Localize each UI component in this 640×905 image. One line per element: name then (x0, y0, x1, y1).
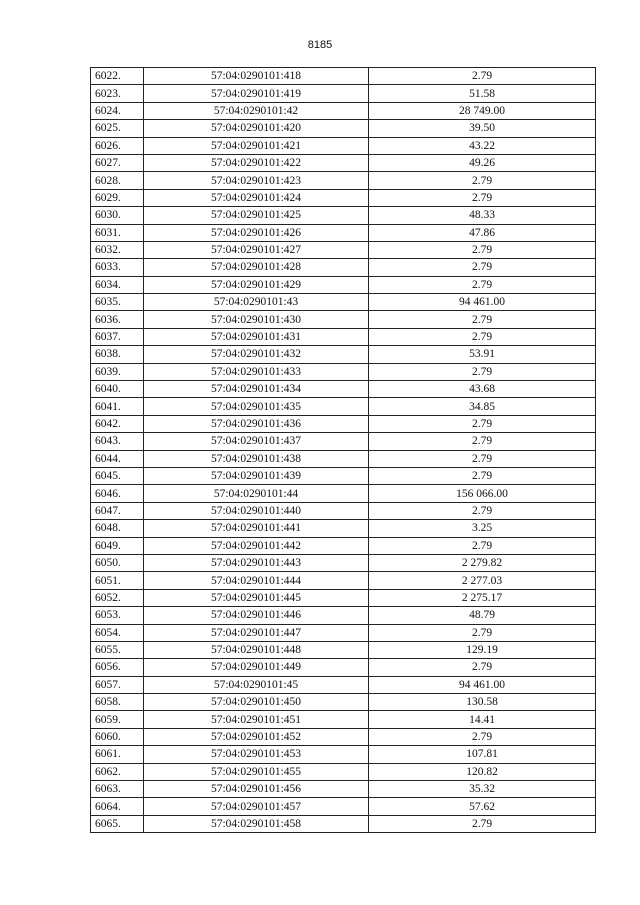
cadastral-number-cell: 57:04:0290101:440 (144, 502, 369, 519)
row-number-cell: 6023. (91, 85, 144, 102)
area-value-cell: 2.79 (369, 624, 596, 641)
area-value-cell: 2 277.03 (369, 572, 596, 589)
row-number-cell: 6050. (91, 554, 144, 571)
area-value-cell: 107.81 (369, 746, 596, 763)
table-row (91, 189, 596, 206)
table-row (91, 624, 596, 641)
row-number-cell: 6047. (91, 502, 144, 519)
table-row (91, 520, 596, 537)
row-number-cell: 6063. (91, 781, 144, 798)
cadastral-number-cell: 57:04:0290101:436 (144, 415, 369, 432)
parcel-table-container (90, 67, 595, 833)
row-number-cell: 6046. (91, 485, 144, 502)
cadastral-number-cell: 57:04:0290101:448 (144, 641, 369, 658)
row-number-cell: 6041. (91, 398, 144, 415)
table-row (91, 659, 596, 676)
row-number-cell: 6060. (91, 728, 144, 745)
cadastral-number-cell: 57:04:0290101:418 (144, 68, 369, 85)
cadastral-number-cell: 57:04:0290101:442 (144, 537, 369, 554)
row-number-cell: 6035. (91, 294, 144, 311)
cadastral-number-cell: 57:04:0290101:437 (144, 433, 369, 450)
area-value-cell: 2.79 (369, 433, 596, 450)
cadastral-number-cell: 57:04:0290101:422 (144, 154, 369, 171)
cadastral-number-cell: 57:04:0290101:420 (144, 120, 369, 137)
table-row (91, 815, 596, 832)
area-value-cell: 3.25 (369, 520, 596, 537)
cadastral-number-cell: 57:04:0290101:419 (144, 85, 369, 102)
area-value-cell: 120.82 (369, 763, 596, 780)
row-number-cell: 6022. (91, 68, 144, 85)
area-value-cell: 47.86 (369, 224, 596, 241)
table-row (91, 763, 596, 780)
cadastral-number-cell: 57:04:0290101:458 (144, 815, 369, 832)
cadastral-number-cell: 57:04:0290101:424 (144, 189, 369, 206)
area-value-cell: 156 066.00 (369, 485, 596, 502)
cadastral-number-cell: 57:04:0290101:453 (144, 746, 369, 763)
area-value-cell: 94 461.00 (369, 294, 596, 311)
cadastral-number-cell: 57:04:0290101:429 (144, 276, 369, 293)
table-row (91, 589, 596, 606)
cadastral-number-cell: 57:04:0290101:452 (144, 728, 369, 745)
cadastral-number-cell: 57:04:0290101:439 (144, 467, 369, 484)
table-row (91, 433, 596, 450)
area-value-cell: 2.79 (369, 815, 596, 832)
row-number-cell: 6034. (91, 276, 144, 293)
table-row (91, 798, 596, 815)
cadastral-number-cell: 57:04:0290101:433 (144, 363, 369, 380)
row-number-cell: 6033. (91, 259, 144, 276)
row-number-cell: 6056. (91, 659, 144, 676)
cadastral-number-cell: 57:04:0290101:451 (144, 711, 369, 728)
area-value-cell: 2.79 (369, 189, 596, 206)
area-value-cell: 130.58 (369, 694, 596, 711)
table-row (91, 537, 596, 554)
cadastral-number-cell: 57:04:0290101:421 (144, 137, 369, 154)
row-number-cell: 6037. (91, 328, 144, 345)
cadastral-number-cell: 57:04:0290101:447 (144, 624, 369, 641)
area-value-cell: 35.32 (369, 781, 596, 798)
row-number-cell: 6029. (91, 189, 144, 206)
row-number-cell: 6039. (91, 363, 144, 380)
row-number-cell: 6058. (91, 694, 144, 711)
table-row (91, 85, 596, 102)
area-value-cell: 2.79 (369, 68, 596, 85)
area-value-cell: 53.91 (369, 346, 596, 363)
table-row (91, 68, 596, 85)
table-row (91, 259, 596, 276)
table-row (91, 572, 596, 589)
cadastral-number-cell: 57:04:0290101:45 (144, 676, 369, 693)
cadastral-number-cell: 57:04:0290101:427 (144, 241, 369, 258)
row-number-cell: 6049. (91, 537, 144, 554)
table-row (91, 276, 596, 293)
cadastral-number-cell: 57:04:0290101:426 (144, 224, 369, 241)
table-row (91, 224, 596, 241)
table-row (91, 346, 596, 363)
table-row (91, 676, 596, 693)
cadastral-number-cell: 57:04:0290101:425 (144, 207, 369, 224)
row-number-cell: 6045. (91, 467, 144, 484)
cadastral-number-cell: 57:04:0290101:432 (144, 346, 369, 363)
table-row (91, 502, 596, 519)
row-number-cell: 6065. (91, 815, 144, 832)
table-row (91, 154, 596, 171)
area-value-cell: 48.33 (369, 207, 596, 224)
area-value-cell: 2.79 (369, 328, 596, 345)
page-number: 8185 (307, 39, 333, 51)
area-value-cell: 43.68 (369, 381, 596, 398)
table-row (91, 398, 596, 415)
row-number-cell: 6026. (91, 137, 144, 154)
row-number-cell: 6044. (91, 450, 144, 467)
table-row (91, 137, 596, 154)
row-number-cell: 6055. (91, 641, 144, 658)
table-row (91, 241, 596, 258)
table-row (91, 363, 596, 380)
table-row (91, 485, 596, 502)
area-value-cell: 2.79 (369, 415, 596, 432)
table-row (91, 728, 596, 745)
table-row (91, 781, 596, 798)
area-value-cell: 2.79 (369, 537, 596, 554)
cadastral-number-cell: 57:04:0290101:446 (144, 607, 369, 624)
cadastral-number-cell: 57:04:0290101:449 (144, 659, 369, 676)
area-value-cell: 2.79 (369, 728, 596, 745)
cadastral-number-cell: 57:04:0290101:441 (144, 520, 369, 537)
area-value-cell: 49.26 (369, 154, 596, 171)
row-number-cell: 6027. (91, 154, 144, 171)
table-row (91, 102, 596, 119)
row-number-cell: 6040. (91, 381, 144, 398)
row-number-cell: 6052. (91, 589, 144, 606)
table-row (91, 694, 596, 711)
area-value-cell: 129.19 (369, 641, 596, 658)
row-number-cell: 6032. (91, 241, 144, 258)
cadastral-number-cell: 57:04:0290101:450 (144, 694, 369, 711)
row-number-cell: 6024. (91, 102, 144, 119)
cadastral-number-cell: 57:04:0290101:457 (144, 798, 369, 815)
cadastral-number-cell: 57:04:0290101:44 (144, 485, 369, 502)
cadastral-number-cell: 57:04:0290101:455 (144, 763, 369, 780)
cadastral-number-cell: 57:04:0290101:443 (144, 554, 369, 571)
area-value-cell: 2.79 (369, 363, 596, 380)
row-number-cell: 6051. (91, 572, 144, 589)
table-row (91, 641, 596, 658)
area-value-cell: 51.58 (369, 85, 596, 102)
cadastral-number-cell: 57:04:0290101:438 (144, 450, 369, 467)
row-number-cell: 6054. (91, 624, 144, 641)
row-number-cell: 6025. (91, 120, 144, 137)
table-row (91, 711, 596, 728)
area-value-cell: 2.79 (369, 172, 596, 189)
area-value-cell: 14.41 (369, 711, 596, 728)
row-number-cell: 6038. (91, 346, 144, 363)
table-row (91, 207, 596, 224)
area-value-cell: 28 749.00 (369, 102, 596, 119)
area-value-cell: 2.79 (369, 659, 596, 676)
area-value-cell: 2.79 (369, 502, 596, 519)
table-row (91, 120, 596, 137)
table-row (91, 467, 596, 484)
cadastral-number-cell: 57:04:0290101:456 (144, 781, 369, 798)
table-row (91, 328, 596, 345)
area-value-cell: 2.79 (369, 276, 596, 293)
cadastral-number-cell: 57:04:0290101:42 (144, 102, 369, 119)
area-value-cell: 2.79 (369, 311, 596, 328)
cadastral-number-cell: 57:04:0290101:434 (144, 381, 369, 398)
area-value-cell: 2 279.82 (369, 554, 596, 571)
area-value-cell: 2.79 (369, 467, 596, 484)
cadastral-number-cell: 57:04:0290101:430 (144, 311, 369, 328)
cadastral-number-cell: 57:04:0290101:431 (144, 328, 369, 345)
table-row (91, 450, 596, 467)
table-row (91, 311, 596, 328)
cadastral-number-cell: 57:04:0290101:428 (144, 259, 369, 276)
area-value-cell: 2.79 (369, 259, 596, 276)
cadastral-number-cell: 57:04:0290101:445 (144, 589, 369, 606)
area-value-cell: 43.22 (369, 137, 596, 154)
row-number-cell: 6043. (91, 433, 144, 450)
row-number-cell: 6048. (91, 520, 144, 537)
row-number-cell: 6030. (91, 207, 144, 224)
row-number-cell: 6059. (91, 711, 144, 728)
row-number-cell: 6042. (91, 415, 144, 432)
area-value-cell: 57.62 (369, 798, 596, 815)
row-number-cell: 6031. (91, 224, 144, 241)
row-number-cell: 6057. (91, 676, 144, 693)
area-value-cell: 94 461.00 (369, 676, 596, 693)
cadastral-number-cell: 57:04:0290101:435 (144, 398, 369, 415)
parcel-table (90, 67, 596, 833)
table-row (91, 554, 596, 571)
row-number-cell: 6028. (91, 172, 144, 189)
table-row (91, 415, 596, 432)
table-row (91, 172, 596, 189)
area-value-cell: 2.79 (369, 450, 596, 467)
row-number-cell: 6064. (91, 798, 144, 815)
area-value-cell: 2.79 (369, 241, 596, 258)
table-row (91, 381, 596, 398)
area-value-cell: 34.85 (369, 398, 596, 415)
row-number-cell: 6036. (91, 311, 144, 328)
table-row (91, 746, 596, 763)
row-number-cell: 6062. (91, 763, 144, 780)
cadastral-number-cell: 57:04:0290101:43 (144, 294, 369, 311)
area-value-cell: 39.50 (369, 120, 596, 137)
area-value-cell: 48.79 (369, 607, 596, 624)
cadastral-number-cell: 57:04:0290101:444 (144, 572, 369, 589)
row-number-cell: 6061. (91, 746, 144, 763)
area-value-cell: 2 275.17 (369, 589, 596, 606)
table-row (91, 607, 596, 624)
cadastral-number-cell: 57:04:0290101:423 (144, 172, 369, 189)
row-number-cell: 6053. (91, 607, 144, 624)
table-row (91, 294, 596, 311)
parcel-table-body (91, 68, 596, 833)
